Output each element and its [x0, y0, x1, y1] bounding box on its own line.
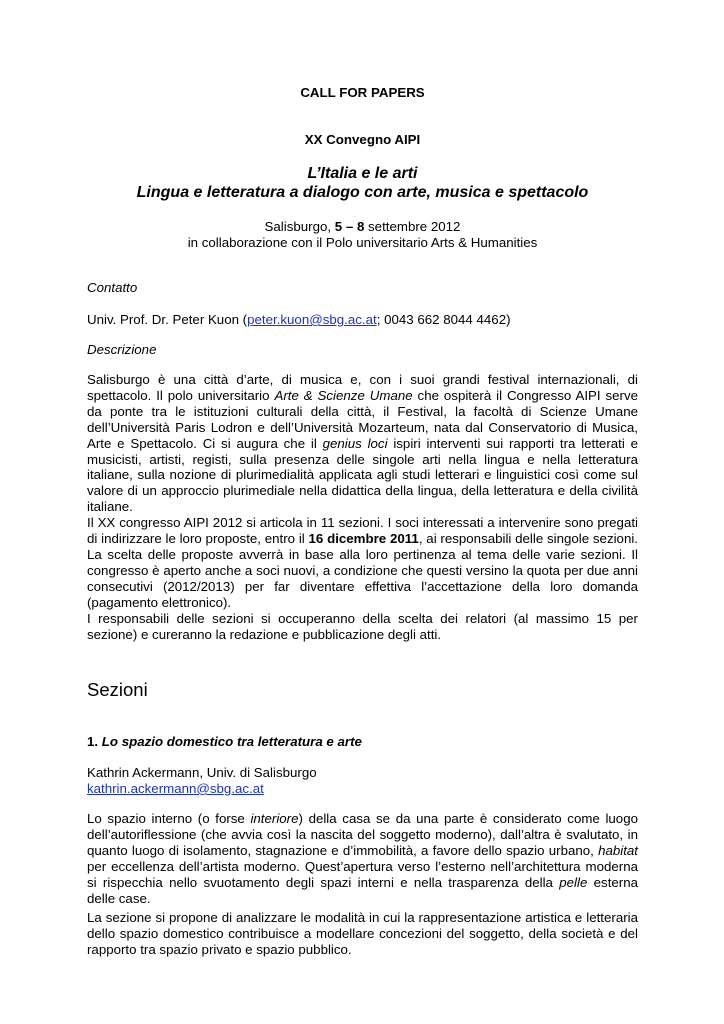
section-1-paragraph-2: La sezione si propone di analizzare le modalità in cui la rappresentazione artistica e letteraria dello spazio domestico contribuisce a modellare concezioni del soggetto, della società e del rapporto tra spazio privato e spazio pubblico.: [87, 910, 638, 958]
description-heading: Descrizione: [87, 342, 157, 357]
deadline-date: 16 dicembre 2011: [308, 531, 419, 547]
contact-heading: Contatto: [87, 280, 138, 295]
place-suffix: settembre 2012: [364, 219, 461, 234]
place-prefix: Salisburgo,: [264, 219, 335, 234]
convegno-label: XX Convegno AIPI: [304, 132, 421, 147]
contact-person: Univ. Prof. Dr. Peter Kuon (: [87, 312, 248, 327]
event-place-dates: [87, 219, 638, 234]
call-for-papers-label: CALL FOR PAPERS: [300, 85, 425, 100]
section-1-email-row: [87, 781, 638, 796]
section-1-paragraph-1: Lo spazio interno (o forse interiore) della casa se da una parte è considerato come luogo dell’autoriflessione (che avvia così la nascita del soggetto moderno), dall’altra è svalutato, in quanto luogo di isolamento, stagnazione e d’immobilità, a favore dello spazio urbano, habitat per eccellenza dell’artista moderno. Quest’apertura verso l’esterno nell’architettura moderna si rispecchia nello svuotamento degli spazi interni e nella trasparenza della pelle esterna delle case.: [87, 811, 639, 906]
description-paragraph-2: Il XX congresso AIPI 2012 si articola in 11 sezioni. I soci interessati a intervenire sono pregati di indirizzare le loro proposte, entro il 16 dicembre 2011, ai responsabili delle singole sezioni. La scelta delle proposte avverrà in base alla loro pertinenza al tema delle varie sezioni. Il congresso è aperto anche a soci nuovi, a condizione che questi versino la quota per due anni consecutivi (2012/2013) per far diventare effettiva l’accettazione della loro domanda (pagamento elettronico).: [87, 515, 638, 610]
document-subtitle: Lingua e letteratura a dialogo con arte, musica e spettacolo: [136, 184, 589, 201]
description-paragraph-3: I responsabili delle sezioni si occuperanno della scelta dei relatori (al massimo 15 per sezione) e cureranno la redazione e pubblicazione degli atti.: [87, 610, 638, 642]
event-dates: 5 – 8: [334, 219, 365, 234]
collaboration-note: in collaborazione con il Polo universitario Arts & Humanities: [187, 235, 538, 250]
section-1-body: [87, 811, 638, 958]
section-1-email-link[interactable]: kathrin.ackermann@sbg.ac.at: [87, 781, 264, 796]
section-1-title: [87, 734, 638, 749]
contact-phone: ; 0043 662 8044 4462): [376, 312, 511, 327]
description-paragraph-1: Salisburgo è una città d’arte, di musica e, con i suoi grandi festival internazionali, di spettacolo. Il polo universitario Arte & Scienze Umane che ospiterà il Congresso AIPI serve da ponte tra le istituzioni culturali della città, il Festival, la facoltà di Scienze Umane dell’Università Paris Lodron e dell’Università Mozarteum, nata dal Conservatorio di Musica, Arte e Spettacolo. Ci si augura che il genius loci ispiri interventi sui rapporti tra letterati e musicisti, artisti, registi, sulla presenza delle singole arti nella lingua e nella letteratura italiane, sulla nozione di plurimedialità applicata agli studi letterari e linguistici così come sul valore di un approccio plurimediale nella didattica della lingua, della letteratura e della civilità italiane.: [87, 372, 639, 515]
sections-heading: Sezioni: [87, 679, 148, 700]
section-1-title-text: Lo spazio domestico tra letteratura e arte: [101, 734, 362, 749]
contact-line: [87, 312, 638, 327]
document-title: L’Italia e le arti: [307, 165, 418, 182]
contact-email-link[interactable]: peter.kuon@sbg.ac.at: [247, 312, 377, 327]
section-1-coordinator: Kathrin Ackermann, Univ. di Salisburgo: [87, 765, 317, 780]
section-1-number: 1.: [87, 734, 102, 749]
description-body: [87, 372, 638, 642]
